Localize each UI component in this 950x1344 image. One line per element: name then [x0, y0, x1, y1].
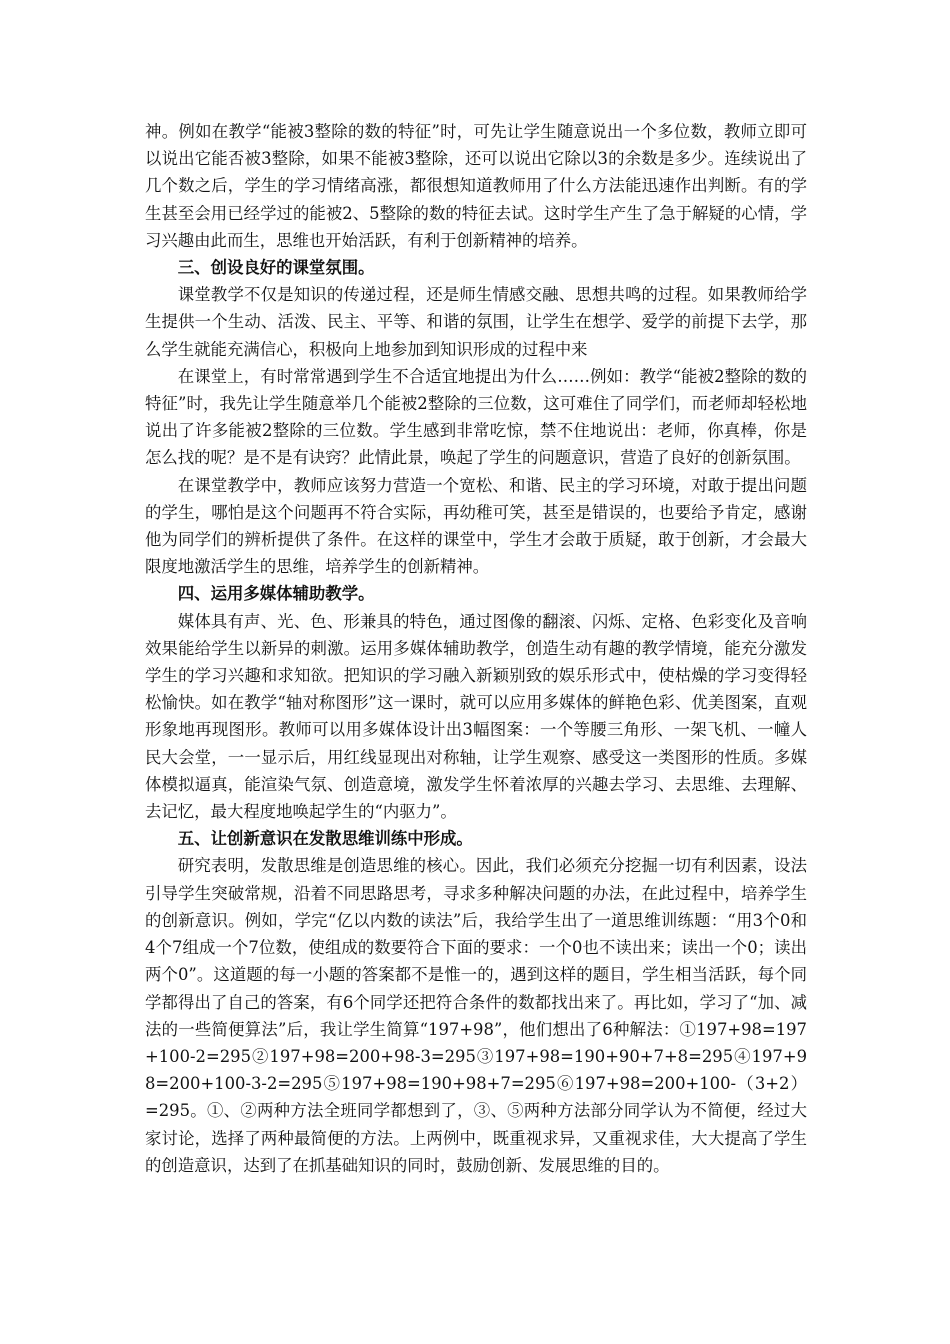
paragraph-3: 在课堂上，有时常常遇到学生不合适宜地提出为什么……例如：教学“能被2整除的数的特征”时，我先让学生随意举几个能被2整除的三位数，这可难住了同学们，而老师却轻松地说出了许多能被2整除的三位数。学生感到非常吃惊，禁不住地说出：老师，你真棒，你是怎么找的呢？是不是有诀窍？此情此景，唤起了学生的问题意识，营造了良好的创新氛围。 — [145, 366, 807, 468]
heading-section-3: 三、创设良好的课堂氛围。 — [177, 258, 375, 278]
paragraph-1: 神。例如在教学“能被3整除的数的特征”时，可先让学生随意说出一个多位数，教师立即可以说出它能否被3整除，如果不能被3整除，还可以说出它除以3的余数是多少。连续说出了几个数之后，学生的学习情绪高涨，都很想知道教师用了什么方法能迅速作出判断。有的学生甚至会用已经学过的能被2、5整除的数的特征去试。这时学生产生了急于解疑的心情，学习兴趣由此而生，思维也开始活跃，有利于创新精神的培养。 — [145, 122, 807, 250]
document-page — [145, 118, 807, 1179]
paragraph-5: 媒体具有声、光、色、形兼具的特色，通过图像的翻滚、闪烁、定格、色彩变化及音响效果能给学生以新异的刺激。运用多媒体辅助教学，创造生动有趣的教学情境，能充分激发学生的学习兴趣和求知欲。把知识的学习融入新颖别致的娱乐形式中，使枯燥的学习变得轻松愉快。如在教学“轴对称图形”这一课时，就可以应用多媒体的鲜艳色彩、优美图案，直观形象地再现图形。教师可以用多媒体设计出3幅图案：一个等腰三角形、一架飞机、一幢人民大会堂，一一显示后，用红线显现出对称轴，让学生观察、感受这一类图形的性质。多媒体模拟逼真，能渲染气氛、创造意境，激发学生怀着浓厚的兴趣去学习、去思维、去理解、去记忆，最大程度地唤起学生的“内驱力”。 — [145, 611, 807, 822]
paragraph-2: 课堂教学不仅是知识的传递过程，还是师生情感交融、思想共鸣的过程。如果教师给学生提供一个生动、活泼、民主、平等、和谐的氛围，让学生在想学、爱学的前提下去学，那么学生就能充满信心，积极向上地参加到知识形成的过程中来 — [145, 285, 807, 359]
heading-section-5: 五、让创新意识在发散思维训练中形成。 — [177, 829, 473, 849]
paragraph-4: 在课堂教学中，教师应该努力营造一个宽松、和谐、民主的学习环境，对敢于提出问题的学生，哪怕是这个问题再不符合实际，再幼稚可笑，甚至是错误的，也要给予肯定，感谢他为同学们的辨析提供了条件。在这样的课堂中，学生才会敢于质疑，敢于创新，才会最大限度地激活学生的思维，培养学生的创新精神。 — [145, 475, 807, 577]
heading-section-4: 四、运用多媒体辅助教学。 — [177, 584, 375, 604]
paragraph-6: 研究表明，发散思维是创造思维的核心。因此，我们必须充分挖掘一切有利因素，设法引导学生突破常规，沿着不同思路思考，寻求多种解决问题的办法，在此过程中，培养学生的创新意识。例如，学完“亿以内数的读法”后，我给学生出了一道思维训练题：“用3个0和4个7组成一个7位数，使组成的数要符合下面的要求：一个0也不读出来；读出一个0；读出两个0”。这道题的每一小题的答案都不是惟一的，遇到这样的题目，学生相当活跃，每个同学都得出了自己的答案，有6个同学还把符合条件的数都找出来了。再比如，学习了“加、减法的一些简便算法”后，我让学生简算“197+98”，他们想出了6种解法：①197+98=197+100-2=295②197+98=200+98-3=295③197+98=190+90+7+8=295④197+98=200+100-3-2=295⑤197+98=190+98+7=295⑥197+98=200+100-（3+2）=295。①、②两种方法全班同学都想到了，③、⑤两种方法部分同学认为不简便，经过大家讨论，选择了两种最简便的方法。上两例中，既重视求异，又重视求佳，大大提高了学生的创造意识，达到了在抓基础知识的同时，鼓励创新、发展思维的目的。 — [145, 856, 807, 1175]
